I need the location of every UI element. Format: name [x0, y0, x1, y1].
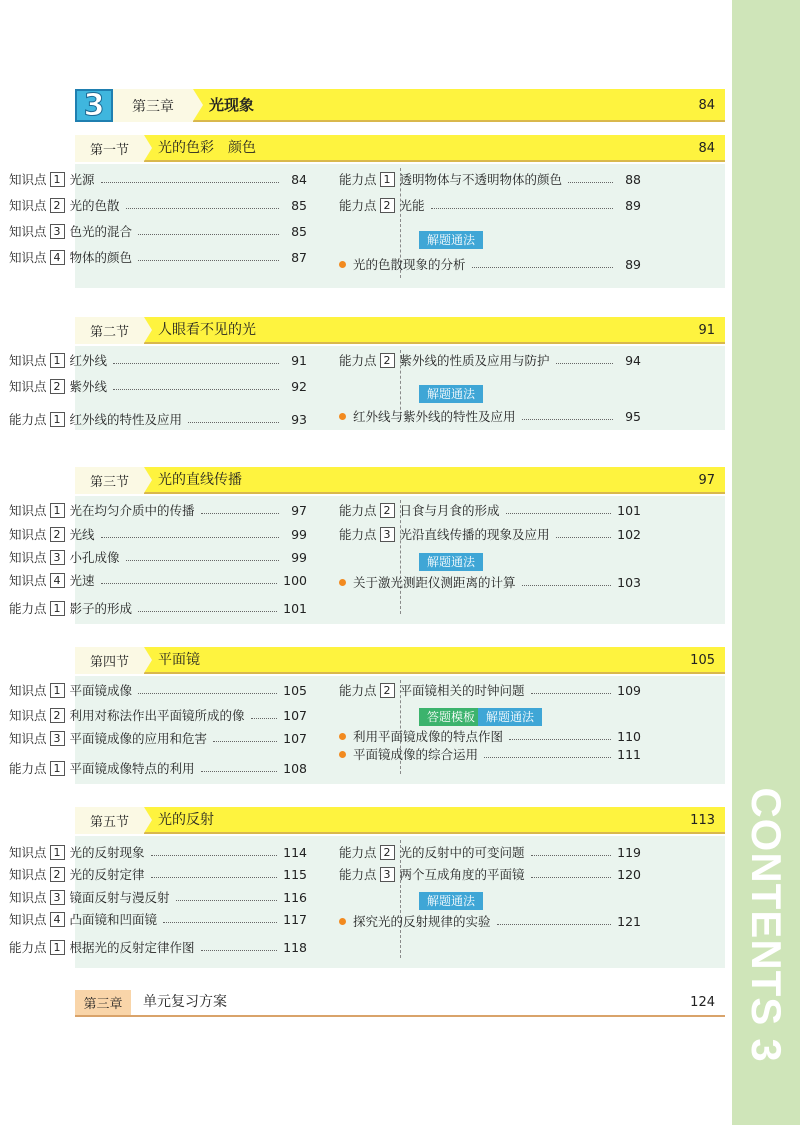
entry-title: 平面镜成像的应用和危害 [69, 731, 208, 746]
entry-page: 118 [283, 939, 307, 955]
method-entry[interactable] [339, 406, 641, 426]
entry-kind: 能力点 [339, 172, 377, 187]
toc-entry[interactable] [9, 864, 307, 884]
entry-kind: 知识点 [9, 683, 47, 698]
bullet-icon [339, 579, 346, 586]
toc-entry[interactable] [9, 195, 307, 215]
contents-number: 3 [743, 1038, 790, 1063]
section-title: 光的色彩 颜色 [158, 140, 256, 156]
entry-number: 4 [50, 250, 65, 265]
entry-kind: 能力点 [339, 683, 377, 698]
toc-entry[interactable] [339, 842, 641, 862]
toc-entry[interactable] [339, 500, 641, 520]
dot-leader [138, 611, 277, 612]
entry-kind: 能力点 [9, 412, 47, 427]
toc-entry[interactable] [9, 728, 307, 748]
entry-title: 光的反射定律 [69, 867, 145, 882]
dot-leader [176, 900, 278, 901]
review-label: 第三章 [75, 990, 131, 1015]
entry-number: 1 [50, 503, 65, 518]
entry-kind: 知识点 [9, 845, 47, 860]
entry-number: 4 [50, 573, 65, 588]
entry-kind: 知识点 [9, 353, 47, 368]
entry-number: 3 [50, 731, 65, 746]
section-header[interactable] [75, 135, 725, 162]
entry-kind: 知识点 [9, 550, 47, 565]
entry-number: 2 [50, 867, 65, 882]
section-title: 人眼看不见的光 [158, 322, 256, 338]
review-title: 单元复习方案 [143, 994, 227, 1010]
toc-entry[interactable] [339, 680, 641, 700]
entry-title: 两个互成角度的平面镜 [399, 867, 525, 882]
entry-title: 利用对称法作出平面镜所成的像 [69, 708, 245, 723]
toc-entry[interactable] [9, 524, 307, 544]
entry-kind: 知识点 [9, 890, 47, 905]
dot-leader [151, 877, 278, 878]
bullet-icon [339, 261, 346, 268]
entry-title: 光沿直线传播的现象及应用 [399, 527, 550, 542]
toc-entry[interactable] [9, 247, 307, 267]
entry-page: 108 [283, 760, 307, 776]
entry-title: 镜面反射与漫反射 [69, 890, 170, 905]
entry-page: 119 [617, 844, 641, 860]
entry-page: 99 [291, 549, 307, 565]
toc-entry[interactable] [9, 221, 307, 241]
entry-title: 光的色散 [69, 198, 120, 213]
contents-word: CONTENTS [743, 787, 790, 1027]
section-arrow [144, 467, 152, 493]
entry-number: 2 [380, 198, 395, 213]
entry-page: 105 [283, 682, 307, 698]
dot-leader [431, 208, 613, 209]
entry-number: 2 [380, 845, 395, 860]
entry-page: 88 [625, 171, 641, 187]
toc-entry[interactable] [339, 195, 641, 215]
entry-page: 107 [283, 730, 307, 746]
entry-kind: 能力点 [339, 527, 377, 542]
section-page: 113 [690, 813, 715, 828]
entry-kind: 知识点 [9, 731, 47, 746]
entry-title: 色光的混合 [69, 224, 133, 239]
review-page: 124 [690, 995, 715, 1010]
section-arrow [144, 317, 152, 343]
entry-number: 3 [50, 890, 65, 905]
bullet-icon [339, 733, 346, 740]
dot-leader [113, 389, 279, 390]
chapter-arrow [193, 89, 203, 121]
section-label: 第二节 [75, 317, 144, 344]
chapter-label: 第三章 [113, 89, 193, 122]
chapter-review[interactable] [75, 990, 725, 1017]
entry-title: 透明物体与不透明物体的颜色 [399, 172, 563, 187]
dot-leader [556, 363, 613, 364]
method-tag: 解题通法 [419, 385, 483, 403]
entry-page: 84 [291, 171, 307, 187]
entry-page: 114 [283, 844, 307, 860]
method-title: 利用平面镜成像的特点作图 [353, 729, 504, 744]
entry-kind: 知识点 [9, 198, 47, 213]
entry-page: 89 [625, 197, 641, 213]
entry-number: 3 [50, 550, 65, 565]
entry-title: 影子的形成 [69, 601, 133, 616]
entry-kind: 知识点 [9, 573, 47, 588]
entry-title: 光速 [69, 573, 95, 588]
dot-leader [201, 513, 279, 514]
method-entry[interactable] [339, 911, 641, 931]
entry-number: 1 [50, 683, 65, 698]
toc-entry[interactable] [9, 500, 307, 520]
entry-number: 3 [380, 867, 395, 882]
entry-page: 107 [283, 707, 307, 723]
dot-leader [138, 260, 279, 261]
toc-entry[interactable] [9, 937, 307, 957]
dot-leader [531, 877, 612, 878]
section-arrow [144, 135, 152, 161]
toc-entry[interactable] [9, 169, 307, 189]
method-page: 103 [617, 574, 641, 590]
entry-kind: 知识点 [9, 250, 47, 265]
section-page: 105 [690, 653, 715, 668]
dot-leader [484, 757, 611, 758]
entry-page: 92 [291, 378, 307, 394]
entry-title: 紫外线的性质及应用与防护 [399, 353, 550, 368]
section-arrow [144, 807, 152, 833]
entry-number: 2 [380, 683, 395, 698]
entry-page: 85 [291, 197, 307, 213]
dot-leader [472, 267, 613, 268]
entry-page: 109 [617, 682, 641, 698]
entry-title: 光源 [69, 172, 95, 187]
dot-leader [201, 771, 278, 772]
entry-title: 日食与月食的形成 [399, 503, 500, 518]
dot-leader [138, 234, 279, 235]
chapter-title: 光现象 [209, 96, 255, 114]
entry-page: 101 [617, 502, 641, 518]
entry-number: 1 [380, 172, 395, 187]
section-label: 第四节 [75, 647, 144, 674]
method-entry[interactable] [339, 744, 641, 764]
method-title: 红外线与紫外线的特性及应用 [353, 409, 516, 424]
chapter-page: 84 [698, 98, 715, 113]
entry-number: 1 [50, 601, 65, 616]
entry-title: 凸面镜和凹面镜 [69, 912, 158, 927]
entry-kind: 知识点 [9, 379, 47, 394]
entry-number: 2 [50, 198, 65, 213]
dot-leader [506, 513, 612, 514]
entry-page: 87 [291, 249, 307, 265]
dot-leader [163, 922, 277, 923]
bullet-icon [339, 413, 346, 420]
entry-title: 平面镜成像 [69, 683, 133, 698]
section-label: 第五节 [75, 807, 144, 834]
section-header[interactable] [75, 647, 725, 674]
entry-number: 2 [380, 503, 395, 518]
method-entry[interactable] [339, 254, 641, 274]
entry-kind: 能力点 [9, 761, 47, 776]
entry-kind: 知识点 [9, 224, 47, 239]
toc-entry[interactable] [339, 350, 641, 370]
method-entry[interactable] [339, 726, 641, 746]
entry-kind: 能力点 [339, 198, 377, 213]
entry-number: 1 [50, 412, 65, 427]
dot-leader [201, 950, 278, 951]
entry-page: 115 [283, 866, 307, 882]
chapter-number-badge [75, 89, 113, 122]
entry-page: 85 [291, 223, 307, 239]
dot-leader [213, 741, 277, 742]
method-tag: 解题通法 [478, 708, 542, 726]
dot-leader [522, 419, 613, 420]
toc-entry[interactable] [9, 350, 307, 370]
section-title: 平面镜 [158, 652, 200, 668]
entry-title: 红外线的特性及应用 [69, 412, 183, 427]
entry-number: 1 [50, 353, 65, 368]
section-page: 91 [698, 323, 715, 338]
toc-entry[interactable] [9, 376, 307, 396]
contents-sidebar-label [742, 787, 790, 1062]
dot-leader [531, 855, 612, 856]
section-title: 光的直线传播 [158, 472, 242, 488]
entry-kind: 能力点 [339, 867, 377, 882]
section-header[interactable] [75, 317, 725, 344]
dot-leader [497, 924, 612, 925]
toc-entry[interactable] [9, 680, 307, 700]
toc-entry[interactable] [9, 842, 307, 862]
dot-leader [126, 560, 279, 561]
entry-number: 2 [380, 353, 395, 368]
entry-title: 小孔成像 [69, 550, 120, 565]
entry-kind: 能力点 [339, 353, 377, 368]
entry-page: 91 [291, 352, 307, 368]
entry-title: 光在均匀介质中的传播 [69, 503, 195, 518]
section-header[interactable] [75, 467, 725, 494]
dot-leader [113, 363, 279, 364]
entry-page: 120 [617, 866, 641, 882]
entry-number: 2 [50, 708, 65, 723]
entry-title: 根据光的反射定律作图 [69, 940, 195, 955]
entry-kind: 知识点 [9, 172, 47, 187]
section-title: 光的反射 [158, 812, 214, 828]
toc-entry[interactable] [339, 864, 641, 884]
entry-page: 102 [617, 526, 641, 542]
entry-page: 117 [283, 911, 307, 927]
toc-entry[interactable] [9, 598, 307, 618]
dot-leader [101, 537, 279, 538]
method-page: 95 [625, 408, 641, 424]
method-page: 89 [625, 256, 641, 272]
toc-entry[interactable] [9, 758, 307, 778]
entry-kind: 能力点 [339, 845, 377, 860]
dot-leader [531, 693, 612, 694]
toc-entry[interactable] [9, 547, 307, 567]
chapter-header[interactable] [75, 89, 725, 122]
entry-page: 93 [291, 411, 307, 427]
dot-leader [126, 208, 279, 209]
entry-page: 97 [291, 502, 307, 518]
dot-leader [101, 583, 278, 584]
entry-page: 101 [283, 600, 307, 616]
method-tag: 解题通法 [419, 553, 483, 571]
method-tag: 解题通法 [419, 892, 483, 910]
method-title: 探究光的反射规律的实验 [353, 914, 491, 929]
method-title: 光的色散现象的分析 [353, 257, 466, 272]
entry-page: 99 [291, 526, 307, 542]
entry-page: 94 [625, 352, 641, 368]
entry-kind: 能力点 [339, 503, 377, 518]
entry-title: 光的反射现象 [69, 845, 145, 860]
toc-entry[interactable] [339, 524, 641, 544]
toc-entry[interactable] [9, 705, 307, 725]
method-page: 110 [617, 728, 641, 744]
bullet-icon [339, 918, 346, 925]
toc-entry[interactable] [9, 409, 307, 429]
method-page: 121 [617, 913, 641, 929]
method-entry[interactable] [339, 572, 641, 592]
section-label: 第一节 [75, 135, 144, 162]
section-header[interactable] [75, 807, 725, 834]
dot-leader [568, 182, 613, 183]
dot-leader [138, 693, 277, 694]
method-tag: 答题模板 [419, 708, 483, 726]
entry-kind: 能力点 [9, 601, 47, 616]
toc-entry[interactable] [9, 909, 307, 929]
method-page: 111 [617, 746, 641, 762]
dot-leader [522, 585, 612, 586]
entry-title: 光能 [399, 198, 425, 213]
entry-number: 3 [50, 224, 65, 239]
method-tag: 解题通法 [419, 231, 483, 249]
entry-number: 1 [50, 761, 65, 776]
entry-title: 红外线 [69, 353, 108, 368]
entry-page: 100 [283, 572, 307, 588]
toc-entry[interactable] [339, 169, 641, 189]
toc-entry[interactable] [9, 887, 307, 907]
dot-leader [251, 718, 278, 719]
section-page: 84 [698, 141, 715, 156]
entry-title: 平面镜相关的时钟问题 [399, 683, 525, 698]
entry-title: 光的反射中的可变问题 [399, 845, 525, 860]
bullet-icon [339, 751, 346, 758]
entry-number: 1 [50, 172, 65, 187]
entry-kind: 知识点 [9, 867, 47, 882]
dot-leader [556, 537, 612, 538]
entry-number: 2 [50, 379, 65, 394]
entry-number: 3 [380, 527, 395, 542]
entry-title: 光线 [69, 527, 95, 542]
section-label: 第三节 [75, 467, 144, 494]
entry-title: 紫外线 [69, 379, 108, 394]
section-page: 97 [698, 473, 715, 488]
dot-leader [188, 422, 279, 423]
toc-entry[interactable] [9, 570, 307, 590]
chapter-badge-number: 3 [83, 87, 105, 123]
entry-number: 4 [50, 912, 65, 927]
entry-title: 物体的颜色 [69, 250, 133, 265]
dot-leader [509, 739, 611, 740]
entry-kind: 知识点 [9, 708, 47, 723]
entry-kind: 知识点 [9, 527, 47, 542]
dot-leader [151, 855, 278, 856]
method-title: 平面镜成像的综合运用 [353, 747, 479, 762]
method-title: 关于激光测距仪测距离的计算 [353, 575, 516, 590]
entry-number: 1 [50, 940, 65, 955]
entry-title: 平面镜成像特点的利用 [69, 761, 195, 776]
entry-page: 116 [283, 889, 307, 905]
entry-kind: 知识点 [9, 503, 47, 518]
dot-leader [101, 182, 279, 183]
entry-number: 1 [50, 845, 65, 860]
section-arrow [144, 647, 152, 673]
entry-number: 2 [50, 527, 65, 542]
entry-kind: 能力点 [9, 940, 47, 955]
entry-kind: 知识点 [9, 912, 47, 927]
